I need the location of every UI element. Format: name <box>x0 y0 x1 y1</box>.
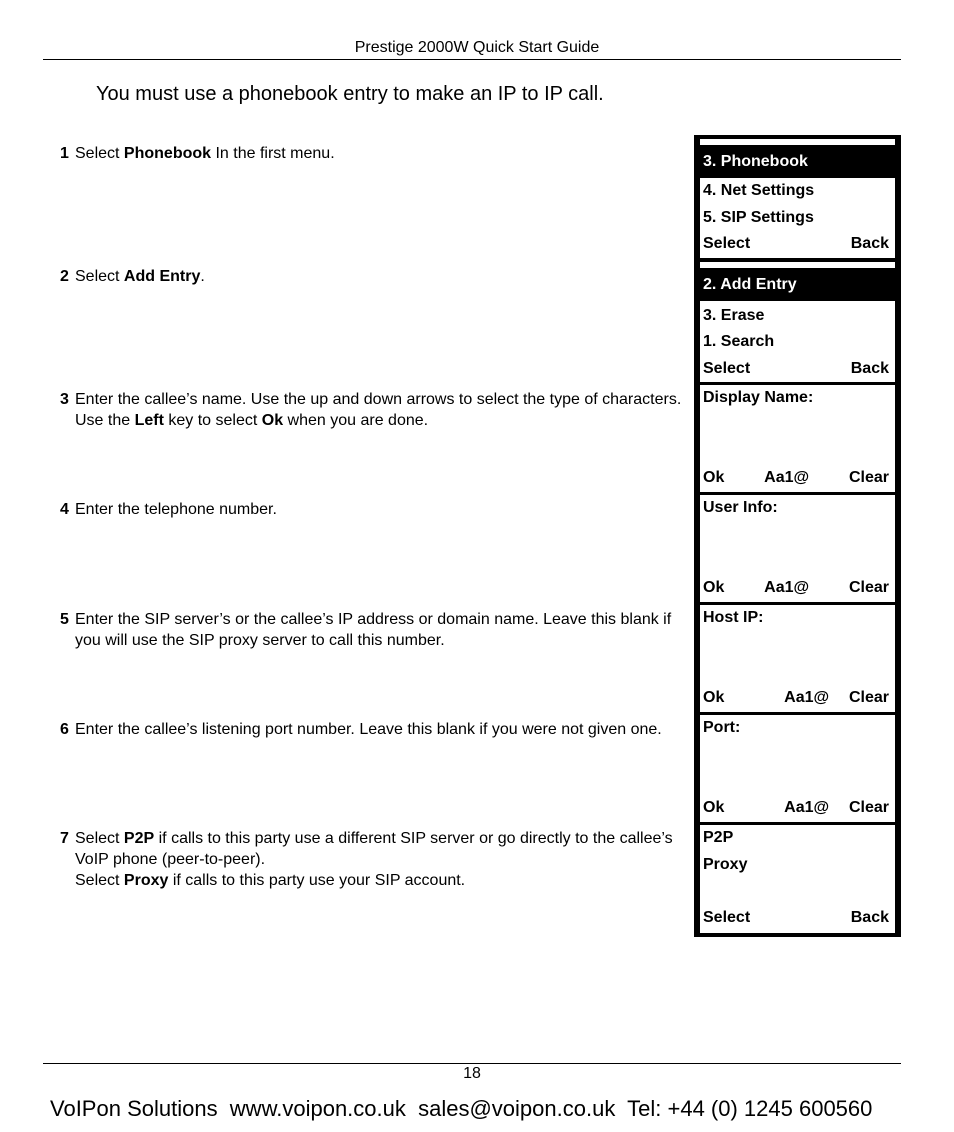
softkey-back: Back <box>850 909 889 926</box>
lcd-screen-add-entry-menu <box>694 258 901 387</box>
step-number: 7 <box>60 830 69 847</box>
field-label: Port: <box>703 719 741 736</box>
step-text: Enter the SIP server’s or the callee’s IP address or domain name. Leave this blank if you will use the SIP proxy server to call this number. <box>75 611 672 649</box>
step-text: if calls to this party use a different SIP server or go directly to the callee’s VoIP phone (peer-to-peer). <box>75 830 673 868</box>
softkey-clear: Clear <box>848 579 889 596</box>
softkey-ok: Ok <box>703 469 725 486</box>
softkey-bar <box>703 579 889 597</box>
menu-highlight: 3. Phonebook <box>700 145 895 178</box>
lcd-screen-user-info <box>694 492 901 607</box>
menu-item: Proxy <box>703 856 748 873</box>
lcd-screen-port <box>694 712 901 827</box>
softkey-input-mode: Aa1@ <box>784 799 830 816</box>
intro-text: You must use a phonebook entry to make an IP to IP call. <box>96 83 604 105</box>
softkey-input-mode: Aa1@ <box>784 689 830 706</box>
step-6 <box>60 719 690 740</box>
step-number: 2 <box>60 268 69 285</box>
step-text: Select <box>75 145 124 162</box>
footer-contact: VoIPon Solutions www.voipon.co.uk sales@voipon.co.uk Tel: +44 (0) 1245 600560 <box>50 1096 873 1121</box>
step-number: 3 <box>60 391 69 408</box>
step-number: 4 <box>60 501 69 518</box>
step-text: when you are done. <box>283 412 429 429</box>
field-label: Host IP: <box>703 609 764 626</box>
lcd-screen-p2p-proxy <box>694 822 901 937</box>
lcd-screen-display-name <box>694 382 901 497</box>
step-keyword: P2P <box>123 830 155 847</box>
softkey-ok: Ok <box>703 689 725 706</box>
step-5 <box>60 609 690 651</box>
softkey-select: Select <box>703 360 751 377</box>
step-keyword: Proxy <box>123 872 169 889</box>
softkey-back: Back <box>850 360 889 377</box>
step-7 <box>60 828 690 891</box>
softkey-ok: Ok <box>703 579 725 596</box>
step-text: Select <box>75 268 124 285</box>
step-text: Select <box>75 872 124 889</box>
step-1 <box>60 143 690 164</box>
menu-item: 4. Net Settings <box>703 182 815 199</box>
step-keyword: Left <box>134 412 164 429</box>
menu-item: P2P <box>703 829 734 846</box>
softkey-clear: Clear <box>848 689 889 706</box>
softkey-select: Select <box>703 909 751 926</box>
step-2 <box>60 266 690 287</box>
page-header-title: Prestige 2000W Quick Start Guide <box>354 39 600 56</box>
menu-item: 1. Search <box>703 333 775 350</box>
menu-highlight: 2. Add Entry <box>700 268 895 301</box>
softkey-ok: Ok <box>703 799 725 816</box>
page-number: 18 <box>463 1065 481 1082</box>
softkey-clear: Clear <box>848 799 889 816</box>
softkey-clear: Clear <box>848 469 889 486</box>
step-text: . <box>200 268 205 285</box>
softkey-bar <box>703 235 889 253</box>
step-3 <box>60 389 690 431</box>
lcd-screen-phonebook-menu <box>694 135 901 263</box>
step-text: Enter the callee’s name. Use the up and down arrows to select the type of characters. Use the <box>75 391 682 429</box>
step-text: In the first menu. <box>211 145 335 162</box>
softkey-back: Back <box>850 235 889 252</box>
step-keyword: Phonebook <box>123 145 212 162</box>
softkey-bar <box>703 360 889 378</box>
softkey-bar <box>703 469 889 487</box>
softkey-bar <box>703 909 889 927</box>
softkey-select: Select <box>703 235 751 252</box>
menu-item: 5. SIP Settings <box>703 209 814 226</box>
step-number: 6 <box>60 721 69 738</box>
softkey-bar <box>703 689 889 707</box>
step-4 <box>60 499 690 520</box>
step-text: Enter the callee’s listening port number. Leave this blank if you were not given one. <box>75 721 662 738</box>
softkey-input-mode: Aa1@ <box>764 469 810 486</box>
step-keyword: Ok <box>261 412 284 429</box>
step-number: 1 <box>60 145 69 162</box>
field-label: Display Name: <box>703 389 814 406</box>
step-number: 5 <box>60 611 69 628</box>
step-text: key to select <box>163 412 262 429</box>
step-text: Enter the telephone number. <box>75 501 277 518</box>
header-rule <box>43 59 901 60</box>
lcd-screen-host-ip <box>694 602 901 717</box>
step-text: Select <box>75 830 124 847</box>
footer-rule <box>43 1063 901 1064</box>
field-label: User Info: <box>703 499 778 516</box>
step-keyword: Add Entry <box>123 268 201 285</box>
step-text: if calls to this party use your SIP account. <box>168 872 466 889</box>
softkey-input-mode: Aa1@ <box>764 579 810 596</box>
menu-item: 3. Erase <box>703 307 765 324</box>
softkey-bar <box>703 799 889 817</box>
